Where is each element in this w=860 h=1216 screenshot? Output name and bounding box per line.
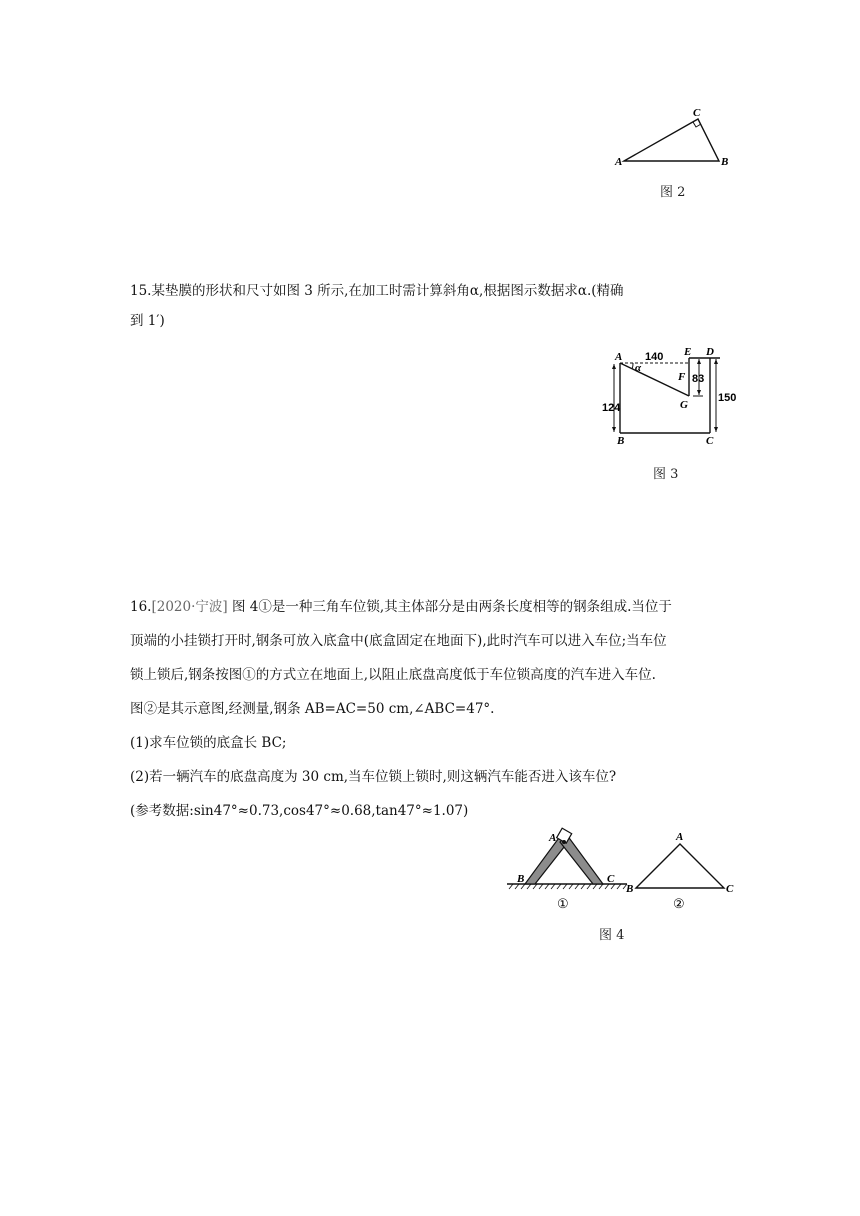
fig4-1-label-b: B bbox=[517, 873, 525, 885]
q16-line-4: 图②是其示意图,经测量,钢条 AB=AC=50 cm,∠ABC=47°. bbox=[130, 701, 495, 717]
figure-2 bbox=[612, 104, 742, 176]
fig3-label-alpha: α bbox=[635, 362, 642, 374]
q15-line-1: 15.某垫膜的形状和尺寸如图 3 所示,在加工时需计算斜角α,根据图示数据求α.(精确 bbox=[130, 283, 624, 299]
fig4-sub-label-2: ② bbox=[673, 896, 685, 911]
q16-line-1-text: 图 4①是一种三角车位锁,其主体部分是由两条长度相等的钢条组成.当位于 bbox=[227, 599, 672, 615]
fig2-caption: 图 2 bbox=[660, 185, 686, 200]
fig3-dim-150: 150 bbox=[718, 392, 737, 404]
q16-number: 16. bbox=[130, 599, 152, 615]
fig4-2-label-a: A bbox=[676, 831, 684, 843]
q16-line-3: 锁上锁后,钢条按图①的方式立在地面上,以阻止底盘高度低于车位锁高度的汽车进入车位. bbox=[130, 667, 656, 683]
fig3-dim-83: 83 bbox=[692, 373, 705, 385]
fig4-caption: 图 4 bbox=[599, 928, 625, 943]
fig3-label-e: E bbox=[684, 346, 692, 358]
fig3-label-f: F bbox=[678, 371, 686, 383]
fig4-2-label-b: B bbox=[626, 883, 634, 895]
fig3-caption: 图 3 bbox=[653, 467, 679, 482]
fig4-1-label-c: C bbox=[607, 873, 615, 885]
fig3-dim-140: 140 bbox=[645, 351, 664, 363]
figure-4 bbox=[505, 826, 745, 916]
fig3-label-a: A bbox=[615, 351, 623, 363]
figure-3 bbox=[602, 344, 745, 448]
q16-ref-data: (参考数据:sin47°≈0.73,cos47°≈0.68,tan47°≈1.07) bbox=[130, 803, 469, 819]
q16-source: [2020·宁波] bbox=[151, 599, 228, 615]
fig2-label-c: C bbox=[693, 107, 701, 119]
q15-line-2: 到 1′) bbox=[130, 313, 165, 329]
q16-sub-2: (2)若一辆汽车的底盘高度为 30 cm,当车位锁上锁时,则这辆汽车能否进入该车位? bbox=[130, 769, 617, 785]
fig2-label-b: B bbox=[721, 156, 729, 168]
fig3-label-g: G bbox=[680, 399, 688, 411]
q16-line-1 bbox=[130, 597, 672, 617]
q16-line-2: 顶端的小挂锁打开时,钢条可放入底盒中(底盒固定在地面下),此时汽车可以进入车位;当车位 bbox=[130, 633, 667, 649]
fig3-label-b: B bbox=[617, 435, 625, 447]
q16-sub-1: (1)求车位锁的底盒长 BC; bbox=[130, 735, 287, 751]
fig3-dim-124: 124 bbox=[602, 402, 621, 414]
fig4-2-label-c: C bbox=[726, 883, 734, 895]
fig3-label-c: C bbox=[706, 435, 714, 447]
fig4-sub-label-1: ① bbox=[557, 896, 569, 911]
fig4-1-label-a: A bbox=[549, 832, 557, 844]
fig2-label-a: A bbox=[615, 156, 623, 168]
fig3-label-d: D bbox=[706, 346, 714, 358]
